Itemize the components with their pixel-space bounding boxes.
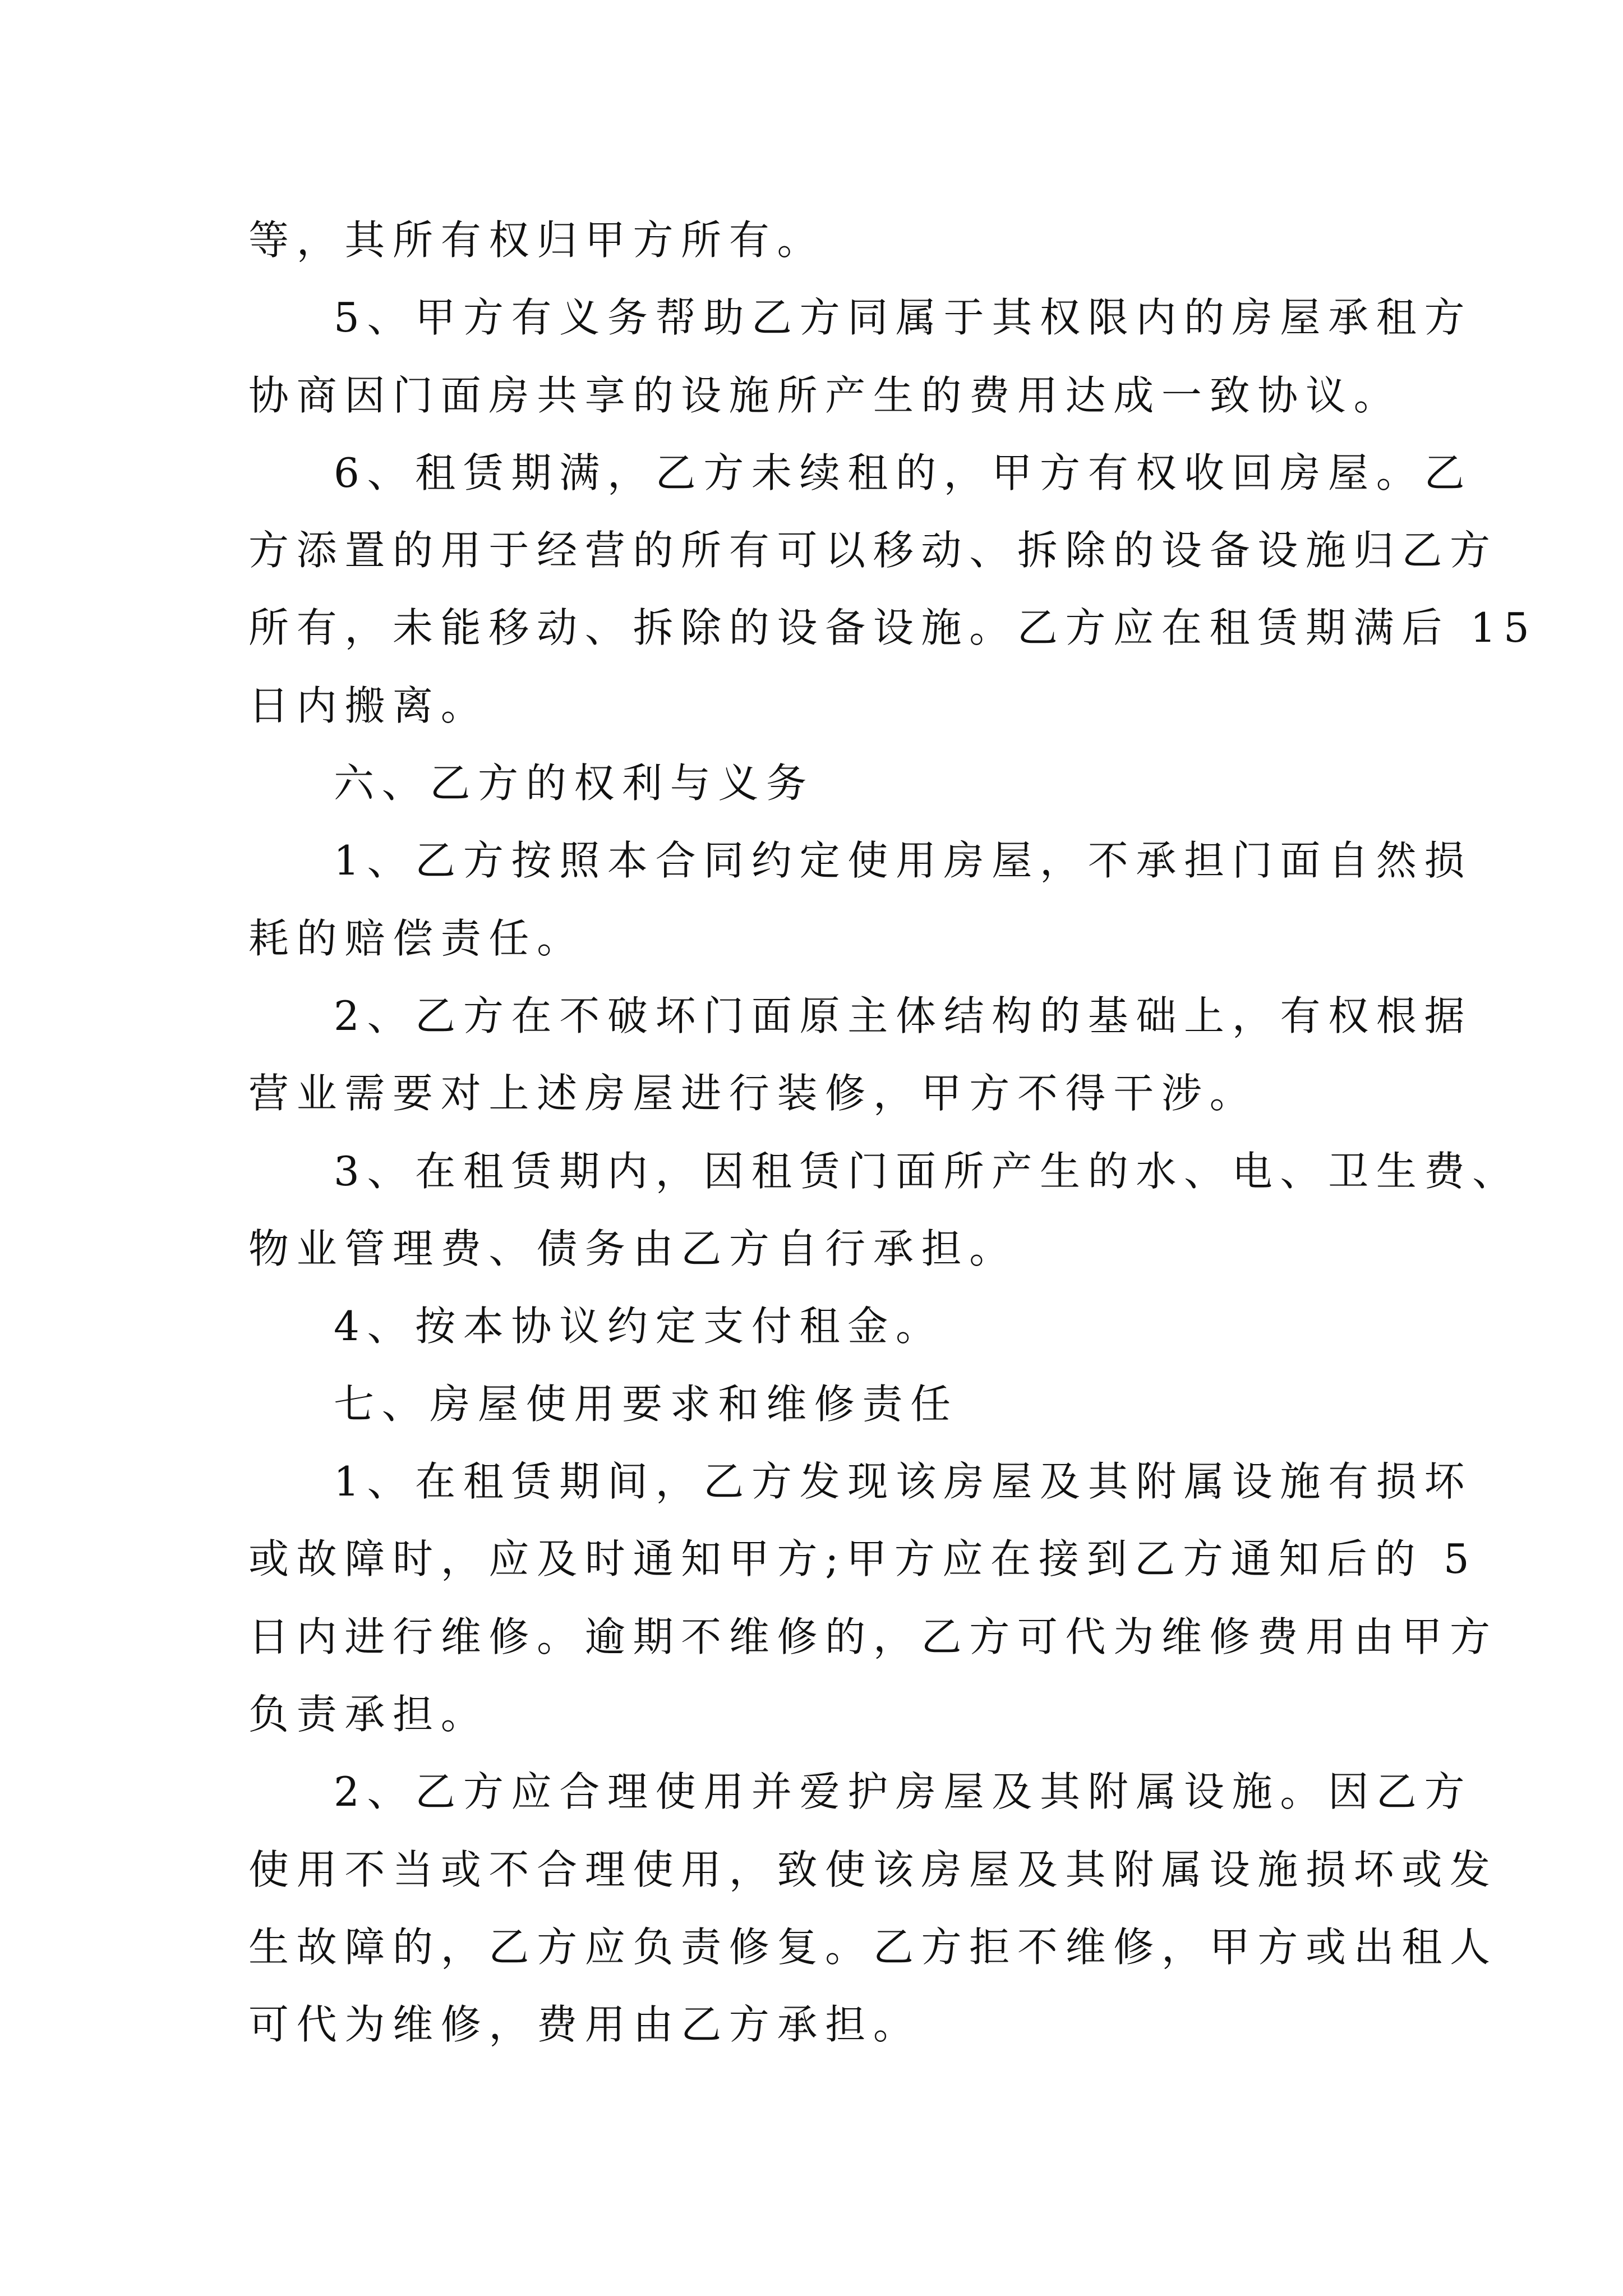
text-line: 日内搬离。 xyxy=(248,682,489,729)
text-line: 耗的赔偿责任。 xyxy=(248,915,585,962)
section-heading: 六、乙方的权利与义务 xyxy=(334,760,814,807)
text-line: 2、乙方应合理使用并爱护房屋及其附属设施。因乙方 xyxy=(334,1768,1473,1815)
text-line: 所有，未能移动、拆除的设备设施。乙方应在租赁期满后 15 xyxy=(248,604,1537,651)
text-line: 物业管理费、债务由乙方自行承担。 xyxy=(248,1225,1017,1272)
text-line: 6、租赁期满，乙方未续租的，甲方有权收回房屋。乙 xyxy=(334,449,1473,496)
text-line: 5、甲方有义务帮助乙方同属于其权限内的房屋承租方 xyxy=(334,294,1473,341)
section-heading: 七、房屋使用要求和维修责任 xyxy=(334,1381,958,1428)
text-line: 1、乙方按照本合同约定使用房屋，不承担门面自然损 xyxy=(334,837,1473,884)
text-line: 营业需要对上述房屋进行装修，甲方不得干涉。 xyxy=(248,1070,1258,1117)
text-line: 使用不当或不合理使用，致使该房屋及其附属设施损坏或发 xyxy=(248,1846,1498,1893)
text-line: 生故障的，乙方应负责修复。乙方拒不维修，甲方或出租人 xyxy=(248,1924,1498,1971)
text-line: 可代为维修，费用由乙方承担。 xyxy=(248,2001,921,2048)
text-line: 等，其所有权归甲方所有。 xyxy=(248,217,826,264)
text-line: 1、在租赁期间，乙方发现该房屋及其附属设施有损坏 xyxy=(334,1458,1473,1505)
text-line: 协商因门面房共享的设施所产生的费用达成一致协议。 xyxy=(248,372,1402,419)
text-line: 日内进行维修。逾期不维修的，乙方可代为维修费用由甲方 xyxy=(248,1613,1498,1660)
text-line: 3、在租赁期内，因租赁门面所产生的水、电、卫生费、 xyxy=(334,1148,1520,1195)
text-line: 4、按本协议约定支付租金。 xyxy=(334,1303,944,1350)
text-line: 负责承担。 xyxy=(248,1691,489,1738)
text-line: 方添置的用于经营的所有可以移动、拆除的设备设施归乙方 xyxy=(248,527,1498,574)
text-line: 或故障时，应及时通知甲方;甲方应在接到乙方通知后的 5 xyxy=(248,1535,1477,1582)
text-line: 2、乙方在不破坏门面原主体结构的基础上，有权根据 xyxy=(334,992,1473,1039)
